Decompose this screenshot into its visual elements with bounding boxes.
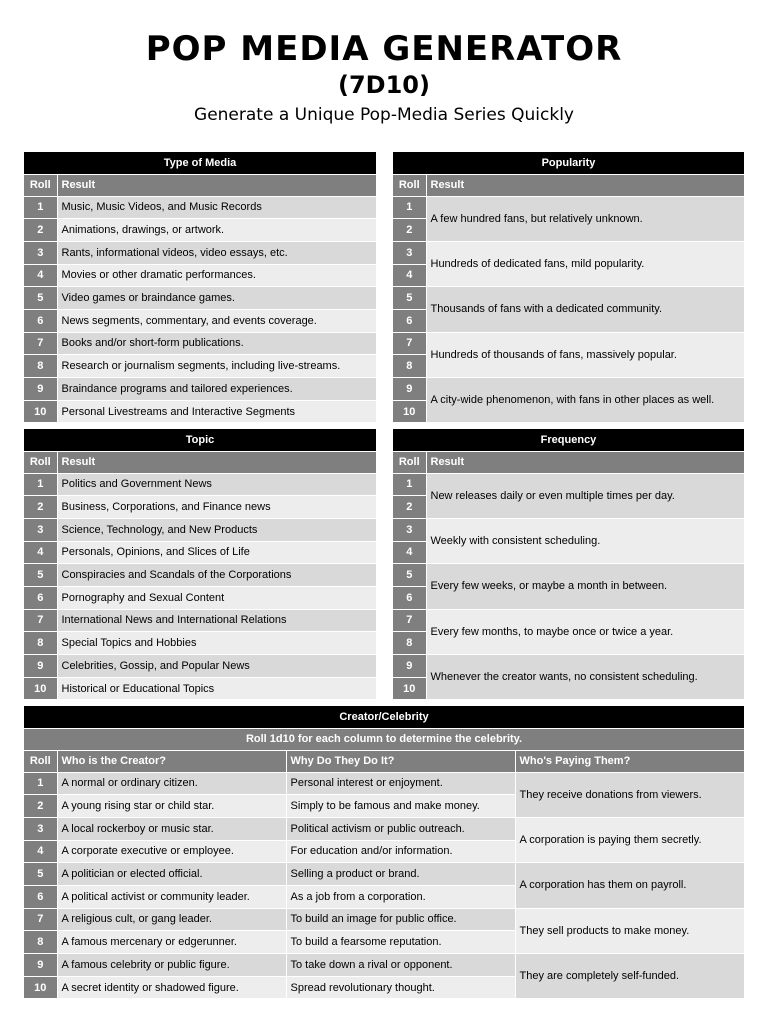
dice-code: (7D10)	[338, 71, 430, 99]
creator-paying: A corporation is paying them secretly.	[515, 817, 744, 862]
roll-number: 8	[24, 931, 57, 954]
result-text: Personal Livestreams and Interactive Segments	[57, 400, 376, 423]
table-row	[24, 332, 376, 355]
result-text: Weekly with consistent scheduling.	[426, 518, 744, 563]
table-row	[24, 772, 744, 795]
result-text: News segments, commentary, and events coverage.	[57, 309, 376, 332]
result-text: Business, Corporations, and Finance news	[57, 496, 376, 519]
roll-number: 1	[24, 196, 57, 219]
creator-why: Simply to be famous and make money.	[286, 795, 515, 818]
table-row	[24, 264, 376, 287]
roll-number: 2	[24, 496, 57, 519]
roll-number: 8	[393, 632, 426, 655]
result-text: Hundreds of thousands of fans, massively popular.	[426, 332, 744, 377]
table-row	[393, 473, 744, 496]
result-text: Pornography and Sexual Content	[57, 586, 376, 609]
table-row	[24, 196, 376, 219]
table-row	[393, 287, 744, 310]
result-text: International News and International Relations	[57, 609, 376, 632]
result-text: Celebrities, Gossip, and Popular News	[57, 655, 376, 678]
result-header: Result	[426, 451, 744, 473]
creator-why: Personal interest or enjoyment.	[286, 772, 515, 795]
roll-number: 7	[24, 609, 57, 632]
creator-who: A young rising star or child star.	[57, 795, 286, 818]
result-text: Movies or other dramatic performances.	[57, 264, 376, 287]
roll-number: 7	[393, 332, 426, 355]
creator-paying: A corporation has them on payroll.	[515, 863, 744, 908]
roll-number: 10	[393, 400, 426, 423]
table-row	[393, 609, 744, 632]
result-text: Every few months, to maybe once or twice a year.	[426, 609, 744, 654]
paying-column-header: Who's Paying Them?	[515, 750, 744, 772]
popularity-table	[393, 152, 744, 423]
result-text: Thousands of fans with a dedicated community.	[426, 287, 744, 332]
creator-why: Spread revolutionary thought.	[286, 976, 515, 999]
table-row	[393, 196, 744, 219]
table-row	[24, 309, 376, 332]
result-header: Result	[57, 451, 376, 473]
result-text: Video games or braindance games.	[57, 287, 376, 310]
result-text: Whenever the creator wants, no consistent scheduling.	[426, 655, 744, 700]
roll-number: 10	[393, 677, 426, 700]
creator-who: A politician or elected official.	[57, 863, 286, 886]
type-of-media-table	[24, 152, 376, 423]
roll-number: 8	[393, 355, 426, 378]
table-row	[24, 632, 376, 655]
table-row	[24, 677, 376, 700]
roll-number: 9	[24, 954, 57, 977]
table-row	[24, 287, 376, 310]
roll-number: 6	[24, 885, 57, 908]
result-text: Rants, informational videos, video essays, etc.	[57, 241, 376, 264]
result-header: Result	[426, 174, 744, 196]
roll-number: 6	[393, 586, 426, 609]
roll-number: 3	[393, 518, 426, 541]
creator-title: Creator/Celebrity	[24, 706, 744, 728]
table-row	[24, 400, 376, 423]
creator-paying: They receive donations from viewers.	[515, 772, 744, 817]
table-row	[24, 541, 376, 564]
roll-header: Roll	[393, 174, 426, 196]
result-text: Research or journalism segments, including live-streams.	[57, 355, 376, 378]
roll-number: 9	[24, 378, 57, 401]
table-row	[24, 219, 376, 242]
roll-number: 5	[393, 564, 426, 587]
roll-number: 8	[24, 355, 57, 378]
roll-number: 4	[393, 264, 426, 287]
table-row	[393, 332, 744, 355]
roll-number: 3	[24, 518, 57, 541]
roll-number: 10	[24, 677, 57, 700]
table-row	[393, 564, 744, 587]
roll-number: 2	[393, 496, 426, 519]
roll-number: 6	[393, 309, 426, 332]
creator-who: A political activist or community leader.	[57, 885, 286, 908]
popularity-title: Popularity	[393, 152, 744, 174]
roll-number: 5	[24, 287, 57, 310]
table-row	[24, 863, 744, 886]
roll-number: 5	[393, 287, 426, 310]
roll-number: 7	[24, 908, 57, 931]
roll-header: Roll	[24, 750, 57, 772]
roll-number: 4	[24, 840, 57, 863]
result-header: Result	[57, 174, 376, 196]
result-text: Books and/or short-form publications.	[57, 332, 376, 355]
roll-header: Roll	[393, 451, 426, 473]
topic-title: Topic	[24, 429, 376, 451]
result-text: Science, Technology, and New Products	[57, 518, 376, 541]
result-text: New releases daily or even multiple times per day.	[426, 473, 744, 518]
creator-who: A normal or ordinary citizen.	[57, 772, 286, 795]
table-row	[393, 241, 744, 264]
roll-number: 4	[393, 541, 426, 564]
table-row	[24, 564, 376, 587]
roll-number: 7	[24, 332, 57, 355]
creator-why: To take down a rival or opponent.	[286, 954, 515, 977]
type-of-media-title: Type of Media	[24, 152, 376, 174]
roll-number: 6	[24, 309, 57, 332]
roll-number: 9	[393, 655, 426, 678]
table-row	[24, 954, 744, 977]
roll-number: 7	[393, 609, 426, 632]
roll-number: 4	[24, 541, 57, 564]
roll-number: 4	[24, 264, 57, 287]
roll-number: 9	[24, 655, 57, 678]
roll-number: 9	[393, 378, 426, 401]
roll-number: 2	[393, 219, 426, 242]
roll-number: 5	[24, 564, 57, 587]
creator-why: Political activism or public outreach.	[286, 817, 515, 840]
creator-instruction: Roll 1d10 for each column to determine the celebrity.	[24, 728, 744, 750]
result-text: Conspiracies and Scandals of the Corporations	[57, 564, 376, 587]
creator-why: To build an image for public office.	[286, 908, 515, 931]
table-row	[24, 355, 376, 378]
table-row	[24, 473, 376, 496]
roll-number: 5	[24, 863, 57, 886]
roll-number: 1	[24, 772, 57, 795]
creator-who: A famous celebrity or public figure.	[57, 954, 286, 977]
roll-number: 10	[24, 400, 57, 423]
why-column-header: Why Do They Do It?	[286, 750, 515, 772]
roll-number: 1	[24, 473, 57, 496]
creator-why: To build a fearsome reputation.	[286, 931, 515, 954]
result-text: Personals, Opinions, and Slices of Life	[57, 541, 376, 564]
creator-why: For education and/or information.	[286, 840, 515, 863]
roll-number: 2	[24, 795, 57, 818]
frequency-table	[393, 429, 744, 700]
roll-number: 3	[393, 241, 426, 264]
table-row	[24, 378, 376, 401]
result-text: Animations, drawings, or artwork.	[57, 219, 376, 242]
result-text: Hundreds of dedicated fans, mild popularity.	[426, 241, 744, 286]
creator-paying: They sell products to make money.	[515, 908, 744, 953]
table-row	[24, 817, 744, 840]
who-column-header: Who is the Creator?	[57, 750, 286, 772]
table-row	[24, 655, 376, 678]
roll-number: 1	[393, 196, 426, 219]
creator-who: A local rockerboy or music star.	[57, 817, 286, 840]
frequency-title: Frequency	[393, 429, 744, 451]
page-tagline: Generate a Unique Pop-Media Series Quickly	[194, 105, 574, 125]
result-text: Music, Music Videos, and Music Records	[57, 196, 376, 219]
table-row	[24, 241, 376, 264]
roll-number: 1	[393, 473, 426, 496]
result-text: Politics and Government News	[57, 473, 376, 496]
page-title: POP MEDIA GENERATOR	[145, 29, 623, 69]
table-row	[24, 908, 744, 931]
roll-header: Roll	[24, 174, 57, 196]
roll-header: Roll	[24, 451, 57, 473]
roll-number: 2	[24, 219, 57, 242]
creator-why: As a job from a corporation.	[286, 885, 515, 908]
creator-who: A secret identity or shadowed figure.	[57, 976, 286, 999]
creator-who: A religious cult, or gang leader.	[57, 908, 286, 931]
result-text: Special Topics and Hobbies	[57, 632, 376, 655]
roll-number: 8	[24, 632, 57, 655]
table-row	[24, 518, 376, 541]
result-text: A city-wide phenomenon, with fans in other places as well.	[426, 378, 744, 423]
result-text: Historical or Educational Topics	[57, 677, 376, 700]
table-row	[393, 378, 744, 401]
creator-why: Selling a product or brand.	[286, 863, 515, 886]
result-text: Braindance programs and tailored experiences.	[57, 378, 376, 401]
table-row	[24, 496, 376, 519]
table-row	[24, 586, 376, 609]
topic-table	[24, 429, 376, 700]
creator-celebrity-table	[24, 706, 744, 999]
result-text: Every few weeks, or maybe a month in between.	[426, 564, 744, 609]
table-row	[24, 609, 376, 632]
creator-who: A corporate executive or employee.	[57, 840, 286, 863]
roll-number: 3	[24, 241, 57, 264]
table-row	[393, 655, 744, 678]
creator-paying: They are completely self-funded.	[515, 954, 744, 999]
result-text: A few hundred fans, but relatively unknown.	[426, 196, 744, 241]
roll-number: 3	[24, 817, 57, 840]
creator-who: A famous mercenary or edgerunner.	[57, 931, 286, 954]
roll-number: 10	[24, 976, 57, 999]
roll-number: 6	[24, 586, 57, 609]
table-row	[393, 518, 744, 541]
